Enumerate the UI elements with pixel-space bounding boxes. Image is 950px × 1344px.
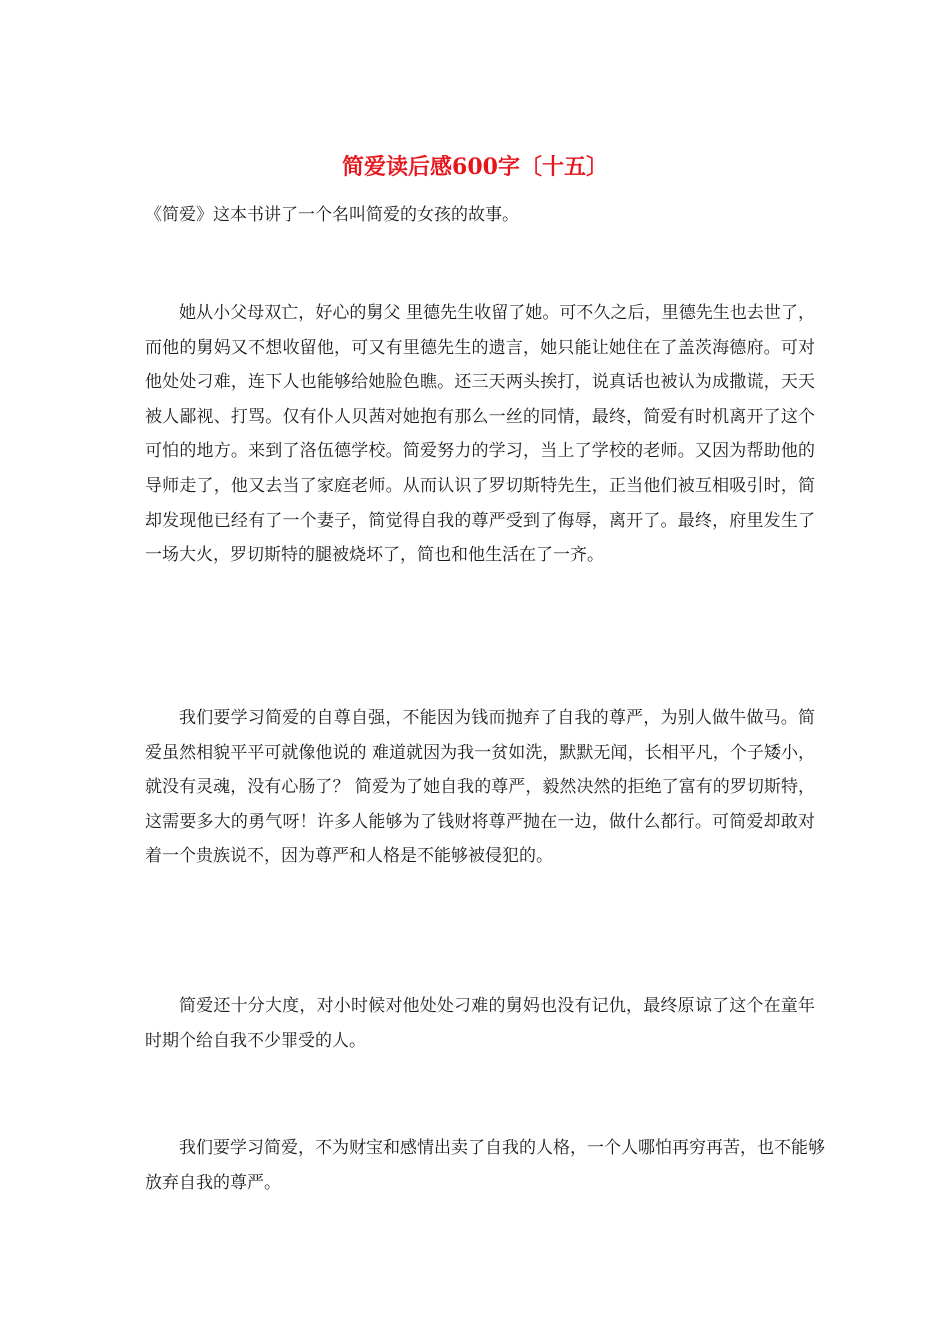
body-paragraph-3: 简爱还十分大度，对小时候对他处处刁难的舅妈也没有记仇，最终原谅了这个在童年时期个给自我不少罪受的人。 — [145, 996, 815, 1051]
body-paragraph-4: 我们要学习简爱，不为财宝和感情出卖了自我的人格，一个人哪怕再穷再苦，也不能够放弃自我的尊严。 — [145, 1138, 825, 1193]
body-paragraph-2: 我们要学习简爱的自尊自强，不能因为钱而抛弃了自我的尊严，为别人做牛做马。简爱虽然相貌平平可就像他说的 难道就因为我一贫如洗，默默无闻，长相平凡，个子矮小，就没有灵魂，没有心肠了？ 简爱为了她自我的尊严，毅然决然的拒绝了富有的罗切斯特，这需要多大的勇气呀！许多人能够为了钱财将尊严抛在一边，做什么都行。可简爱却敢对着一个贵族说不，因为尊严和人格是不能够被侵犯的。 — [145, 708, 815, 867]
body-paragraph-1: 她从小父母双亡，好心的舅父 里德先生收留了她。可不久之后，里德先生也去世了，而他的舅妈又不想收留他，可又有里德先生的遗言，她只能让她住在了盖茨海德府。可对他处处刁难，连下人也能够给她脸色瞧。还三天两头挨打，说真话也被认为成撒谎，天天被人鄙视、打骂。仅有仆人贝茜对她抱有那么一丝的同情，最终，简爱有时机离开了这个可怕的地方。来到了洛伍德学校。简爱努力的学习，当上了学校的老师。又因为帮助他的导师走了，他又去当了家庭老师。从而认识了罗切斯特先生，正当他们被互相吸引时，简却发现他已经有了一个妻子，简觉得自我的尊严受到了侮辱，离开了。最终，府里发生了一场大火，罗切斯特的腿被烧坏了，简也和他生活在了一齐。 — [145, 303, 815, 566]
intro-line: 《简爱》这本书讲了一个名叫简爱的女孩的故事。 — [145, 205, 519, 225]
document-title: 简爱读后感600字〔十五〕 — [342, 154, 608, 180]
